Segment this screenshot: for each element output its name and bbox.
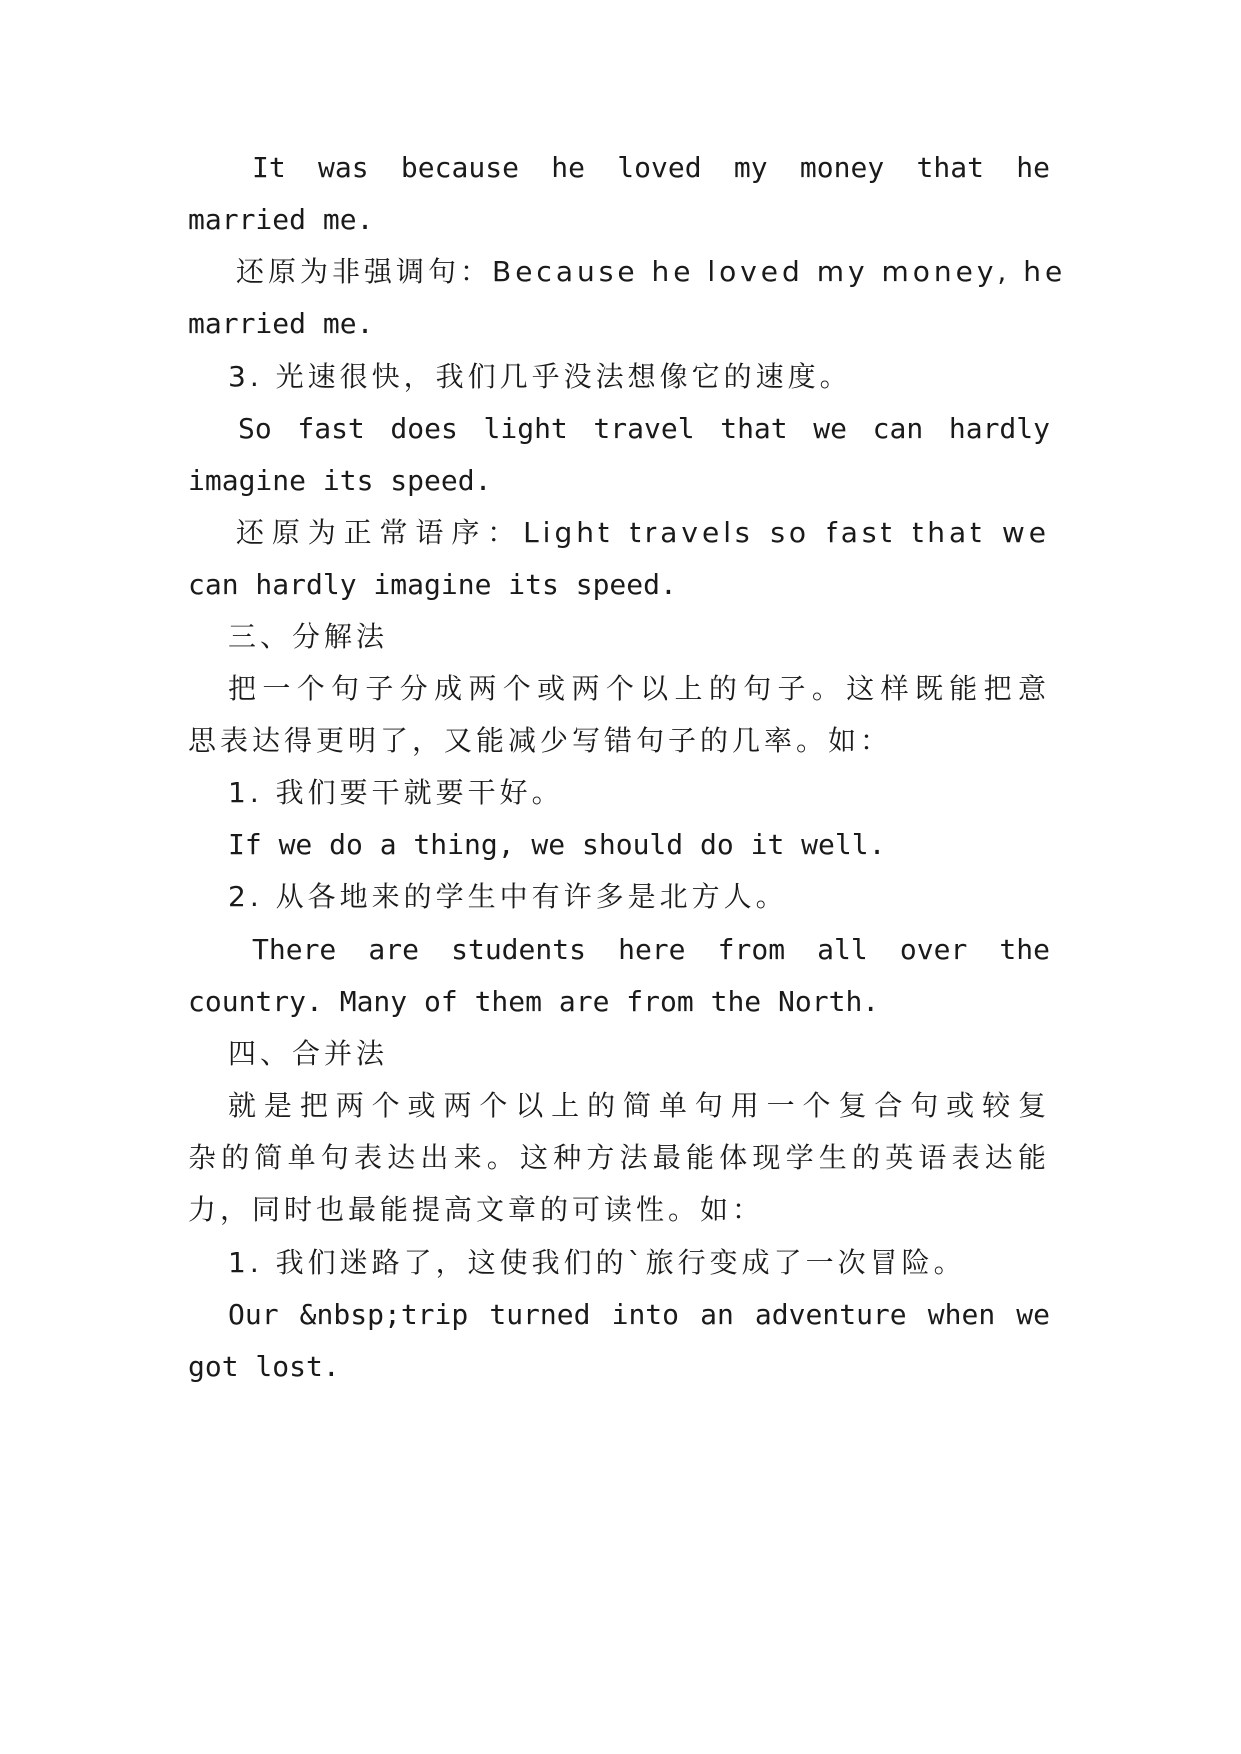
list-item: 3. 光速很快，我们几乎没法想像它的速度。 (228, 360, 852, 393)
paragraph-line: 还原为非强调句：Because he loved my money, he (236, 255, 1067, 288)
paragraph-line: Our &nbsp;trip turned into an adventure when we (228, 1298, 1050, 1331)
section-heading: 三、分解法 (228, 620, 389, 653)
paragraph-line: married me. (188, 203, 374, 236)
paragraph-line: 就是把两个或两个以上的简单句用一个复合句或较复 (228, 1089, 1050, 1122)
paragraph-line: imagine its speed. (188, 464, 492, 497)
paragraph-line: got lost. (188, 1350, 340, 1383)
paragraph-line: 杂的简单句表达出来。这种方法最能体现学生的英语表达能 (188, 1141, 1050, 1174)
list-item: 2. 从各地来的学生中有许多是北方人。 (228, 880, 788, 913)
paragraph-line: So fast does light travel that we can hardly (238, 412, 1050, 445)
paragraph-line: 把一个句子分成两个或两个以上的句子。这样既能把意 (228, 672, 1050, 705)
list-item: 1. 我们要干就要干好。 (228, 776, 564, 809)
paragraph-line: 力，同时也最能提高文章的可读性。如： (188, 1193, 765, 1226)
paragraph-line: 思表达得更明了，又能减少写错句子的几率。如： (188, 724, 893, 757)
paragraph-line: 还原为正常语序：Light travels so fast that we (236, 516, 1050, 549)
section-heading: 四、合并法 (228, 1037, 389, 1070)
paragraph-line: can hardly imagine its speed. (188, 568, 677, 601)
paragraph-line: country. Many of them are from the North. (188, 985, 880, 1018)
paragraph-line: There are students here from all over the (252, 933, 1050, 966)
paragraph-line: It was because he loved my money that he (252, 151, 1050, 184)
paragraph-line: married me. (188, 307, 374, 340)
paragraph-line: If we do a thing, we should do it well. (228, 828, 886, 861)
list-item: 1. 我们迷路了，这使我们的`旅行变成了一次冒险。 (228, 1246, 966, 1279)
